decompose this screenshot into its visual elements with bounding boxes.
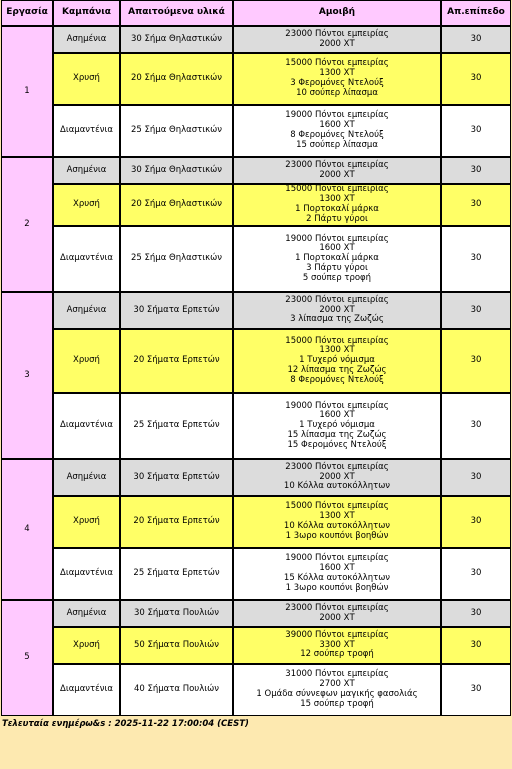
materials-cell: 40 Σήματα Πουλιών	[120, 664, 233, 716]
reward-line: 5 σούπερ τροφή	[302, 272, 372, 283]
campaign-cell: Ασημένια	[53, 157, 120, 184]
campaign-cell: Ασημένια	[53, 459, 120, 496]
reward-line: 10 Κόλλα αυτοκόλλητων	[283, 521, 391, 531]
campaign-table	[1, 0, 511, 716]
reward-line: 1300 ΧΤ	[319, 68, 355, 79]
table-row	[1, 105, 511, 157]
materials-cell: 20 Σήμα Θηλαστικών	[120, 184, 233, 226]
reward-line: 19000 Πόντοι εμπειρίας	[285, 110, 389, 121]
materials-cell: 20 Σήμα Θηλαστικών	[120, 53, 233, 105]
campaign-cell: Διαμαντένια	[53, 393, 120, 459]
reward-line: 1 3ωρο κουπόνι βοηθών	[285, 582, 389, 593]
campaign-cell: Διαμαντένια	[53, 548, 120, 600]
reward-line: 15000 Πόντοι εμπειρίας	[285, 58, 389, 69]
reward-line: 19000 Πόντοι εμπειρίας	[285, 233, 389, 244]
reward-line: 2 Πάρτυ γύροι	[306, 213, 368, 224]
materials-cell: 25 Σήματα Ερπετών	[120, 393, 233, 459]
reward-line: 1 Πορτοκαλί μάρκα	[295, 253, 379, 264]
materials-cell: 25 Σήμα Θηλαστικών	[120, 105, 233, 157]
reward-line: 10 σούπερ λίπασμα	[296, 87, 378, 98]
reward-line: 12 λίπασμα της Ζωζώς	[287, 364, 387, 375]
campaign-cell: Ασημένια	[53, 292, 120, 329]
reward-line: 15 Φερομόνες Ντελούξ	[287, 439, 387, 450]
reward-cell	[233, 105, 441, 157]
table-row	[1, 548, 511, 600]
campaign-cell: Χρυσή	[53, 184, 120, 226]
reward-line: 1 Τυχερό νόμισμα	[299, 420, 375, 431]
level-cell: 30	[441, 53, 511, 105]
table-row	[1, 393, 511, 459]
reward-cell	[233, 53, 441, 105]
level-cell: 30	[441, 329, 511, 393]
reward-line: 8 Φερομόνες Ντελούξ	[290, 130, 384, 140]
reward-cell	[233, 184, 441, 226]
reward-line: 1 Τυχερό νόμισμα	[299, 355, 375, 366]
level-cell: 30	[441, 600, 511, 627]
level-cell: 30	[441, 393, 511, 459]
reward-line: 2000 ΧΤ	[319, 471, 355, 482]
level-cell: 30	[441, 459, 511, 496]
reward-line: 1300 ΧΤ	[319, 511, 355, 522]
materials-cell: 30 Σήμα Θηλαστικών	[120, 157, 233, 184]
table-row	[1, 184, 511, 226]
reward-line: 23000 Πόντοι εμπειρίας	[285, 602, 389, 613]
task-number: 4	[1, 459, 53, 600]
reward-cell	[233, 157, 441, 184]
reward-line: 8 Φερομόνες Ντελούξ	[290, 374, 384, 385]
reward-line: 31000 Πόντοι εμπειρίας	[285, 669, 389, 680]
reward-line: 23000 Πόντοι εμπειρίας	[285, 461, 389, 472]
campaign-cell: Χρυσή	[53, 329, 120, 393]
reward-line: 2000 ΧΤ	[319, 612, 355, 623]
reward-line: 1 Πορτοκαλί μάρκα	[295, 204, 379, 214]
reward-cell	[233, 459, 441, 496]
reward-line: 15 Κόλλα αυτοκόλλητων	[283, 573, 391, 583]
campaign-cell: Χρυσή	[53, 496, 120, 548]
reward-line: 2000 ΧΤ	[319, 169, 355, 180]
table-header-row	[1, 0, 511, 26]
reward-line: 3300 ΧΤ	[319, 639, 355, 650]
reward-cell	[233, 664, 441, 716]
materials-cell: 30 Σήματα Ερπετών	[120, 292, 233, 329]
task-number: 3	[1, 292, 53, 459]
reward-line: 19000 Πόντοι εμπειρίας	[285, 553, 389, 564]
reward-cell	[233, 496, 441, 548]
reward-line: 1600 ΧΤ	[319, 120, 355, 131]
table-body	[1, 26, 511, 716]
level-cell: 30	[441, 26, 511, 53]
reward-line: 12 σούπερ τροφή	[300, 649, 374, 660]
reward-cell	[233, 548, 441, 600]
materials-cell: 50 Σήματα Πουλιών	[120, 627, 233, 664]
reward-line: 19000 Πόντοι εμπειρίας	[285, 400, 389, 411]
reward-cell	[233, 26, 441, 53]
table-row	[1, 459, 511, 496]
table-row	[1, 157, 511, 184]
campaign-cell: Χρυσή	[53, 627, 120, 664]
reward-line: 3 λίπασμα της Ζωζώς	[290, 314, 384, 325]
level-cell: 30	[441, 548, 511, 600]
reward-cell	[233, 329, 441, 393]
materials-cell: 20 Σήματα Ερπετών	[120, 329, 233, 393]
table-row	[1, 226, 511, 292]
level-cell: 30	[441, 664, 511, 716]
task-number: 1	[1, 26, 53, 157]
reward-line: 1600 ΧΤ	[319, 410, 355, 421]
reward-line: 15000 Πόντοι εμπειρίας	[285, 335, 389, 346]
table-row	[1, 329, 511, 393]
materials-cell: 30 Σήμα Θηλαστικών	[120, 26, 233, 53]
reward-line: 23000 Πόντοι εμπειρίας	[285, 28, 389, 39]
reward-line: 15 σούπερ τροφή	[300, 698, 374, 709]
campaign-cell: Ασημένια	[53, 600, 120, 627]
header-materials: Απαιτούμενα υλικά	[120, 0, 233, 26]
last-updated: Τελευταία ενημέρω&s : 2025-11-22 17:00:04 (CEST)	[0, 716, 512, 732]
reward-line: 1600 ΧΤ	[319, 243, 355, 254]
reward-cell	[233, 226, 441, 292]
level-cell: 30	[441, 226, 511, 292]
reward-cell	[233, 600, 441, 627]
table-row	[1, 664, 511, 716]
reward-cell	[233, 292, 441, 329]
reward-line: 2000 ΧΤ	[319, 304, 355, 315]
reward-line: 23000 Πόντοι εμπειρίας	[285, 294, 389, 305]
level-cell: 30	[441, 292, 511, 329]
campaign-cell: Διαμαντένια	[53, 226, 120, 292]
level-cell: 30	[441, 627, 511, 664]
reward-line: 15000 Πόντοι εμπειρίας	[285, 184, 389, 195]
reward-line: 39000 Πόντοι εμπειρίας	[285, 629, 389, 640]
campaign-cell: Διαμαντένια	[53, 105, 120, 157]
task-number: 5	[1, 600, 53, 716]
header-reward: Αμοιβή	[233, 0, 441, 26]
table-row	[1, 627, 511, 664]
materials-cell: 25 Σήματα Ερπετών	[120, 548, 233, 600]
table-row	[1, 600, 511, 627]
table-row	[1, 292, 511, 329]
level-cell: 30	[441, 157, 511, 184]
reward-line: 15 σούπερ λίπασμα	[296, 139, 378, 150]
reward-line: 3 Πάρτυ γύροι	[306, 262, 368, 273]
reward-cell	[233, 627, 441, 664]
reward-line: 1300 ΧΤ	[319, 194, 355, 205]
reward-line: 2000 ΧΤ	[319, 38, 355, 49]
table-row	[1, 496, 511, 548]
header-level: Απ.επίπεδο	[441, 0, 511, 26]
task-number: 2	[1, 157, 53, 292]
reward-line: 1600 ΧΤ	[319, 563, 355, 574]
campaign-cell: Διαμαντένια	[53, 664, 120, 716]
materials-cell: 20 Σήματα Ερπετών	[120, 496, 233, 548]
reward-line: 23000 Πόντοι εμπειρίας	[285, 159, 389, 170]
materials-cell: 30 Σήματα Ερπετών	[120, 459, 233, 496]
table-row	[1, 53, 511, 105]
reward-line: 1 3ωρο κουπόνι βοηθών	[285, 530, 389, 541]
reward-line: 2700 ΧΤ	[319, 679, 355, 690]
reward-line: 1300 ΧΤ	[319, 345, 355, 356]
reward-cell	[233, 393, 441, 459]
materials-cell: 30 Σήματα Πουλιών	[120, 600, 233, 627]
reward-line: 15 λίπασμα της Ζωζώς	[287, 429, 387, 440]
header-campaign: Καμπάνια	[53, 0, 120, 26]
level-cell: 30	[441, 496, 511, 548]
level-cell: 30	[441, 184, 511, 226]
header-task: Εργασία	[1, 0, 53, 26]
reward-line: 3 Φερομόνες Ντελούξ	[290, 78, 384, 88]
reward-line: 10 Κόλλα αυτοκόλλητων	[283, 481, 391, 492]
reward-line: 1 Ομάδα σύννεφων μαγικής φασολιάς	[256, 689, 418, 699]
campaign-cell: Χρυσή	[53, 53, 120, 105]
table-row	[1, 26, 511, 53]
reward-line: 15000 Πόντοι εμπειρίας	[285, 501, 389, 512]
materials-cell: 25 Σήμα Θηλαστικών	[120, 226, 233, 292]
level-cell: 30	[441, 105, 511, 157]
campaign-cell: Ασημένια	[53, 26, 120, 53]
